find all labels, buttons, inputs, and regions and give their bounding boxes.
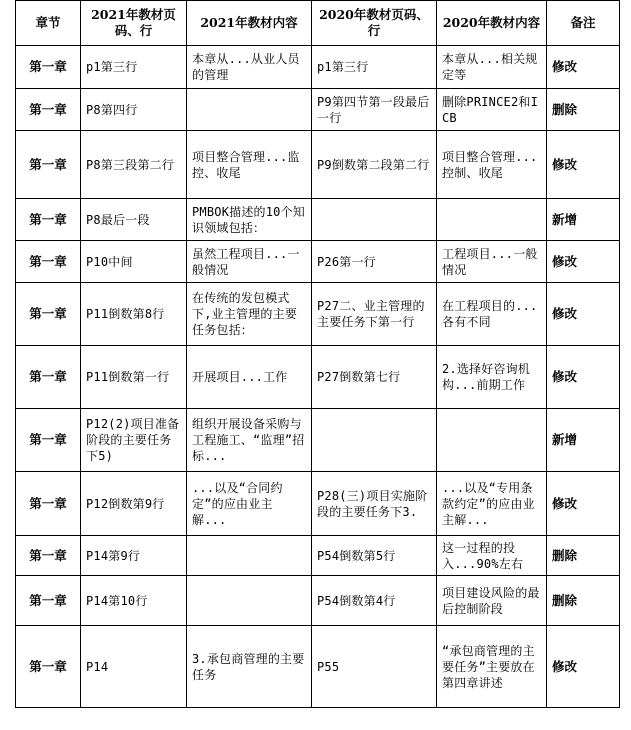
cell-content-2021 [187, 536, 312, 576]
header-page-2020: 2020年教材页码、行 [312, 1, 437, 46]
cell-content-2020: 本章从...相关规定等 [437, 46, 547, 89]
cell-content-2021 [187, 89, 312, 131]
cell-content-2021 [187, 576, 312, 626]
cell-chapter: 第一章 [16, 283, 81, 346]
header-note: 备注 [547, 1, 620, 46]
cell-note: 删除 [547, 89, 620, 131]
cell-page-2020: P9倒数第二段第二行 [312, 131, 437, 199]
table-row [16, 576, 620, 626]
cell-page-2021: p1第三行 [81, 46, 187, 89]
cell-content-2021: 组织开展设备采购与工程施工、“监理”招标... [187, 409, 312, 472]
cell-note: 修改 [547, 131, 620, 199]
cell-page-2021: P14 [81, 626, 187, 708]
cell-content-2021: 本章从...从业人员的管理 [187, 46, 312, 89]
revision-table [15, 0, 620, 708]
cell-note: 新增 [547, 199, 620, 241]
cell-content-2020: ...以及“专用条款约定”的应由业主解... [437, 472, 547, 536]
table-row [16, 472, 620, 536]
table-row [16, 409, 620, 472]
table-row [16, 283, 620, 346]
cell-page-2021: P8第四行 [81, 89, 187, 131]
cell-page-2020: P27倒数第七行 [312, 346, 437, 409]
header-content-2021: 2021年教材内容 [187, 1, 312, 46]
cell-page-2020: P55 [312, 626, 437, 708]
header-chapter: 章节 [16, 1, 81, 46]
cell-page-2020: P28(三)项目实施阶段的主要任务下3. [312, 472, 437, 536]
cell-note: 删除 [547, 536, 620, 576]
cell-page-2020: p1第三行 [312, 46, 437, 89]
cell-content-2021: 在传统的发包模式下,业主管理的主要任务包括： [187, 283, 312, 346]
cell-chapter: 第一章 [16, 536, 81, 576]
table-row [16, 199, 620, 241]
cell-page-2020: P54倒数第4行 [312, 576, 437, 626]
cell-chapter: 第一章 [16, 472, 81, 536]
header-content-2020: 2020年教材内容 [437, 1, 547, 46]
cell-page-2020: P26第一行 [312, 241, 437, 283]
cell-note: 修改 [547, 283, 620, 346]
cell-content-2020: 项目整合管理...控制、收尾 [437, 131, 547, 199]
cell-chapter: 第一章 [16, 576, 81, 626]
cell-page-2021: P12倒数第9行 [81, 472, 187, 536]
cell-page-2021: P14第9行 [81, 536, 187, 576]
cell-page-2021: P11倒数第一行 [81, 346, 187, 409]
cell-content-2021: ...以及“合同约定”的应由业主解... [187, 472, 312, 536]
cell-chapter: 第一章 [16, 409, 81, 472]
header-page-2021: 2021年教材页码、行 [81, 1, 187, 46]
cell-content-2021: PMBOK描述的10个知识领域包括： [187, 199, 312, 241]
cell-note: 修改 [547, 346, 620, 409]
cell-chapter: 第一章 [16, 346, 81, 409]
cell-content-2020 [437, 199, 547, 241]
cell-page-2021: P14第10行 [81, 576, 187, 626]
table-row [16, 46, 620, 89]
cell-chapter: 第一章 [16, 46, 81, 89]
cell-content-2020 [437, 409, 547, 472]
cell-note: 修改 [547, 241, 620, 283]
cell-note: 修改 [547, 472, 620, 536]
cell-note: 修改 [547, 626, 620, 708]
cell-content-2021: 开展项目...工作 [187, 346, 312, 409]
cell-chapter: 第一章 [16, 131, 81, 199]
cell-page-2021: P8最后一段 [81, 199, 187, 241]
cell-chapter: 第一章 [16, 626, 81, 708]
table-row [16, 131, 620, 199]
cell-content-2020: 2.选择好咨询机构...前期工作 [437, 346, 547, 409]
cell-content-2020: 项目建设风险的最后控制阶段 [437, 576, 547, 626]
cell-content-2020: 工程项目...一般情况 [437, 241, 547, 283]
cell-content-2021: 3.承包商管理的主要任务 [187, 626, 312, 708]
cell-page-2021: P8第三段第二行 [81, 131, 187, 199]
cell-content-2021: 虽然工程项目...一般情况 [187, 241, 312, 283]
cell-page-2020: P54倒数第5行 [312, 536, 437, 576]
cell-chapter: 第一章 [16, 199, 81, 241]
cell-note: 删除 [547, 576, 620, 626]
cell-page-2020: P9第四节第一段最后一行 [312, 89, 437, 131]
cell-content-2020: 这一过程的投入...90%左右 [437, 536, 547, 576]
cell-content-2020: “承包商管理的主要任务”主要放在第四章讲述 [437, 626, 547, 708]
cell-chapter: 第一章 [16, 241, 81, 283]
table-row [16, 626, 620, 708]
header-row [16, 1, 620, 46]
cell-page-2021: P11倒数第8行 [81, 283, 187, 346]
cell-content-2020: 删除PRINCE2和ICB [437, 89, 547, 131]
table-row [16, 536, 620, 576]
cell-page-2020 [312, 409, 437, 472]
cell-page-2020 [312, 199, 437, 241]
cell-page-2021: P10中间 [81, 241, 187, 283]
cell-note: 新增 [547, 409, 620, 472]
cell-content-2021: 项目整合管理...监控、收尾 [187, 131, 312, 199]
cell-note: 修改 [547, 46, 620, 89]
cell-page-2021: P12(2)项目准备阶段的主要任务下5) [81, 409, 187, 472]
cell-content-2020: 在工程项目的...各有不同 [437, 283, 547, 346]
cell-chapter: 第一章 [16, 89, 81, 131]
cell-page-2020: P27二、业主管理的主要任务下第一行 [312, 283, 437, 346]
table-row [16, 241, 620, 283]
table-row [16, 346, 620, 409]
table-row [16, 89, 620, 131]
